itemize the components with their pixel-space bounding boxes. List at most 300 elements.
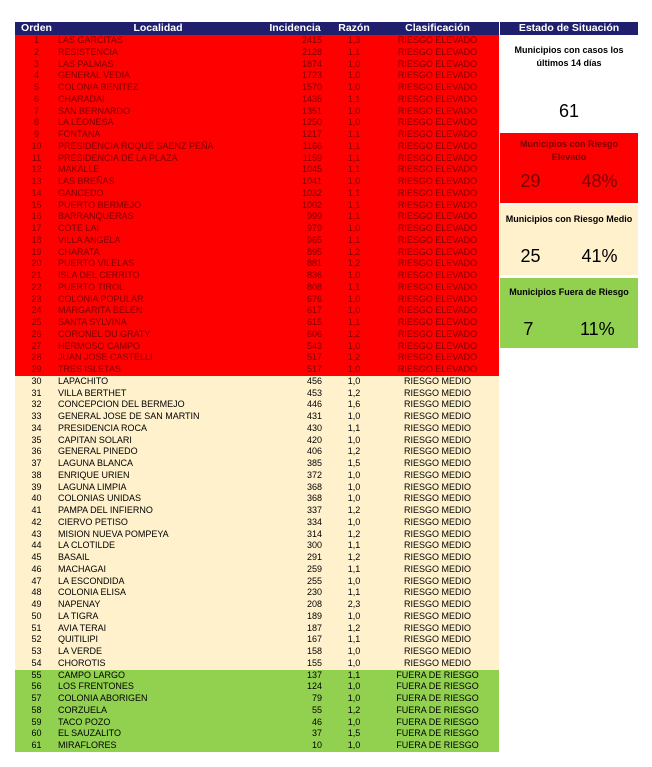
cell-orden: 39 xyxy=(31,481,42,492)
table-row xyxy=(15,399,499,411)
table-row xyxy=(15,388,499,400)
cell-clasificacion: FUERA DE RIESGO xyxy=(396,693,479,703)
cell-razon: 1,0 xyxy=(347,716,361,727)
cell-orden: 7 xyxy=(33,105,39,116)
cell-incidencia: 291 xyxy=(306,552,322,562)
cell-orden: 27 xyxy=(31,340,42,351)
cell-clasificacion: RIESGO MEDIO xyxy=(403,469,471,480)
cell-clasificacion: RIESGO MEDIO xyxy=(403,657,471,668)
cell-orden: 16 xyxy=(31,211,42,222)
cell-incidencia: 124 xyxy=(306,681,322,692)
cell-razon: 1,1 xyxy=(347,634,361,645)
table-row xyxy=(15,681,499,693)
cell-clasificacion: RIESGO MEDIO xyxy=(403,411,471,421)
cell-orden: 41 xyxy=(31,505,42,515)
cell-localidad: LAS PALMAS xyxy=(58,58,114,69)
table-row xyxy=(15,82,499,94)
cell-razon: 1,5 xyxy=(347,728,361,739)
cell-incidencia: 1723 xyxy=(301,70,322,81)
cell-localidad: LAS BREÑAS xyxy=(58,176,115,186)
status-panel xyxy=(500,22,638,348)
cell-razon: 1,0 xyxy=(347,469,361,480)
cell-razon: 1,1 xyxy=(347,187,361,198)
cell-orden: 2 xyxy=(33,46,39,57)
cell-orden: 20 xyxy=(31,258,42,269)
cell-clasificacion: RIESGO MEDIO xyxy=(403,575,471,586)
table-row xyxy=(15,364,499,376)
cell-razon: 1,0 xyxy=(347,575,361,586)
cell-localidad: LAGUNA LIMPIA xyxy=(58,481,127,492)
cell-razon: 1,0 xyxy=(347,58,361,69)
cell-incidencia: 881 xyxy=(306,258,322,269)
table-row xyxy=(15,258,499,270)
cell-localidad: GENERAL VEDIA xyxy=(58,70,131,81)
cell-razon: 1,0 xyxy=(347,70,361,81)
cell-incidencia: 10 xyxy=(311,740,322,750)
total-title: Municipios con casos los últimos 14 días xyxy=(514,45,624,68)
cell-localidad: COTE LAI xyxy=(58,223,100,233)
table-row xyxy=(15,247,499,259)
cell-localidad: BARRANQUERAS xyxy=(58,211,134,222)
medio-pct: 41% xyxy=(581,246,618,266)
cell-orden: 10 xyxy=(31,140,42,151)
cell-razon: 1,6 xyxy=(347,399,361,410)
table-row xyxy=(15,188,499,200)
table-row xyxy=(15,623,499,635)
cell-localidad: COLONIAS UNIDAS xyxy=(58,493,142,504)
cell-orden: 6 xyxy=(33,93,39,104)
cell-clasificacion: RIESGO ELEVADO xyxy=(397,82,478,92)
cell-clasificacion: FUERA DE RIESGO xyxy=(396,728,479,739)
table-row xyxy=(15,211,499,223)
cell-orden: 21 xyxy=(31,270,42,280)
cell-razon: 1,0 xyxy=(347,481,361,492)
cell-clasificacion: RIESGO MEDIO xyxy=(403,387,471,398)
cell-localidad: HERMOSO CAMPO xyxy=(58,340,141,351)
cell-incidencia: 606 xyxy=(306,328,322,339)
cell-razon: 1,3 xyxy=(347,35,361,45)
cell-razon: 1,1 xyxy=(347,563,361,574)
cell-localidad: SANTA SYLVINA xyxy=(58,317,127,327)
cell-incidencia: 368 xyxy=(306,493,322,504)
cell-clasificacion: RIESGO ELEVADO xyxy=(397,328,478,339)
cell-localidad: LAPACHITO xyxy=(58,375,109,386)
cell-clasificacion: RIESGO MEDIO xyxy=(403,516,471,527)
table-row xyxy=(15,70,499,82)
cell-clasificacion: RIESGO MEDIO xyxy=(403,563,471,574)
cell-razon: 1,2 xyxy=(347,328,361,339)
cell-orden: 38 xyxy=(31,469,42,480)
panel-header: Estado de Situación xyxy=(500,22,638,35)
table-row xyxy=(15,740,499,752)
cell-incidencia: 55 xyxy=(311,704,322,715)
cell-localidad: GANCEDO xyxy=(58,187,104,198)
cell-razon: 1,0 xyxy=(347,364,361,374)
cell-clasificacion: RIESGO ELEVADO xyxy=(397,187,478,198)
cell-incidencia: 230 xyxy=(306,587,322,598)
table-row xyxy=(15,576,499,588)
riesgo-medio-box xyxy=(500,205,638,275)
cell-orden: 61 xyxy=(31,740,42,750)
cell-localidad: MISION NUEVA POMPEYA xyxy=(58,528,169,539)
table-row xyxy=(15,106,499,118)
table-row xyxy=(15,164,499,176)
cell-razon: 1,1 xyxy=(347,281,361,292)
table-row xyxy=(15,294,499,306)
cell-localidad: PAMPA DEL INFIERNO xyxy=(58,505,153,515)
cell-orden: 49 xyxy=(31,599,42,609)
cell-clasificacion: RIESGO MEDIO xyxy=(403,434,471,445)
cell-clasificacion: RIESGO ELEVADO xyxy=(397,305,478,316)
cell-orden: 24 xyxy=(31,305,42,316)
header-incidencia: Incidencia xyxy=(269,22,321,34)
cell-clasificacion: FUERA DE RIESGO xyxy=(396,681,479,692)
table-row xyxy=(15,482,499,494)
cell-razon: 1,2 xyxy=(347,622,361,633)
cell-localidad: RESISTENCIA xyxy=(58,46,119,57)
cell-razon: 1,1 xyxy=(347,129,361,139)
header-razon: Razón xyxy=(338,22,370,34)
cell-orden: 30 xyxy=(31,375,42,386)
cell-localidad: NAPENAY xyxy=(58,599,101,609)
cell-incidencia: 517 xyxy=(306,352,322,363)
cell-localidad: BASAIL xyxy=(58,552,90,562)
cell-localidad: CONCEPCION DEL BERMEJO xyxy=(58,399,185,410)
cell-orden: 35 xyxy=(31,434,42,445)
cell-incidencia: 372 xyxy=(306,469,322,480)
cell-clasificacion: RIESGO ELEVADO xyxy=(397,70,478,81)
cell-razon: 1,1 xyxy=(347,234,361,245)
cell-razon: 1,1 xyxy=(347,422,361,433)
cell-orden: 50 xyxy=(31,610,42,621)
cell-orden: 44 xyxy=(31,540,42,551)
cell-clasificacion: RIESGO ELEVADO xyxy=(397,199,478,210)
cell-localidad: PRESIDENCIA ROQUE SAENZ PEÑA xyxy=(58,140,214,151)
total-count: 61 xyxy=(558,101,580,121)
cell-incidencia: 334 xyxy=(306,516,322,527)
table-row xyxy=(15,611,499,623)
cell-razon: 1,0 xyxy=(347,105,361,116)
cell-clasificacion: RIESGO ELEVADO xyxy=(397,58,478,69)
cell-razon: 1,2 xyxy=(347,246,361,257)
cell-incidencia: 1351 xyxy=(301,105,322,116)
cell-clasificacion: FUERA DE RIESGO xyxy=(396,740,479,750)
cell-clasificacion: RIESGO MEDIO xyxy=(403,493,471,504)
cell-razon: 1,0 xyxy=(347,610,361,621)
cell-localidad: PRESIDENCIA ROCA xyxy=(58,422,148,433)
cell-clasificacion: RIESGO ELEVADO xyxy=(397,281,478,292)
cell-incidencia: 368 xyxy=(306,481,322,492)
cell-clasificacion: RIESGO ELEVADO xyxy=(397,223,478,233)
cell-orden: 17 xyxy=(31,223,42,233)
cell-localidad: VILLA BERTHET xyxy=(58,387,127,398)
cell-localidad: ENRIQUE URIEN xyxy=(58,469,130,480)
table-row xyxy=(15,470,499,482)
cell-razon: 1,0 xyxy=(347,740,361,750)
cell-incidencia: 46 xyxy=(311,716,322,727)
cell-incidencia: 79 xyxy=(311,693,322,703)
cell-incidencia: 1002 xyxy=(301,199,322,210)
cell-razon: 1,0 xyxy=(347,176,361,186)
cell-orden: 1 xyxy=(33,35,39,45)
medio-title: Municipios con Riesgo Medio xyxy=(505,214,633,224)
cell-orden: 46 xyxy=(31,563,42,574)
cell-clasificacion: RIESGO MEDIO xyxy=(403,422,471,433)
cell-incidencia: 406 xyxy=(306,446,322,457)
cell-incidencia: 676 xyxy=(306,293,322,304)
cell-razon: 1,0 xyxy=(347,340,361,351)
table-row xyxy=(15,117,499,129)
cell-localidad: PUERTO TIROL xyxy=(58,281,125,292)
table-row xyxy=(15,176,499,188)
cell-razon: 1,2 xyxy=(347,258,361,269)
table-row xyxy=(15,634,499,646)
cell-razon: 1,0 xyxy=(347,305,361,316)
cell-incidencia: 208 xyxy=(306,599,322,609)
cell-clasificacion: RIESGO MEDIO xyxy=(403,458,471,468)
situation-table xyxy=(15,22,499,752)
cell-razon: 1,2 xyxy=(347,505,361,515)
cell-incidencia: 167 xyxy=(306,634,322,645)
cell-clasificacion: RIESGO ELEVADO xyxy=(397,270,478,280)
cell-localidad: CHARADAI xyxy=(58,93,105,104)
table-row xyxy=(15,493,499,505)
cell-incidencia: 808 xyxy=(306,281,322,292)
fuera-de-riesgo-box xyxy=(500,278,638,348)
cell-incidencia: 1435 xyxy=(301,93,322,104)
cell-razon: 1,1 xyxy=(347,152,361,163)
cell-razon: 1,0 xyxy=(347,270,361,280)
cell-incidencia: 836 xyxy=(306,270,322,280)
table-row xyxy=(15,705,499,717)
cell-clasificacion: RIESGO ELEVADO xyxy=(397,117,478,128)
cell-clasificacion: RIESGO ELEVADO xyxy=(397,152,478,163)
cell-orden: 34 xyxy=(31,422,42,433)
cell-orden: 53 xyxy=(31,646,42,656)
cell-orden: 57 xyxy=(31,693,42,703)
table-row xyxy=(15,587,499,599)
cell-localidad: PRESIDENCIA DE LA PLAZA xyxy=(58,152,178,163)
cell-clasificacion: RIESGO ELEVADO xyxy=(397,46,478,57)
fuera-pct: 11% xyxy=(579,319,615,339)
cell-clasificacion: RIESGO ELEVADO xyxy=(397,352,478,363)
cell-localidad: MACHAGAI xyxy=(58,563,107,574)
medio-count: 25 xyxy=(520,246,541,266)
cell-razon: 1,5 xyxy=(347,458,361,468)
header-orden: Orden xyxy=(21,22,52,34)
cell-incidencia: 431 xyxy=(306,411,322,421)
cell-clasificacion: RIESGO MEDIO xyxy=(403,599,471,609)
cell-clasificacion: RIESGO ELEVADO xyxy=(397,105,478,116)
cell-razon: 1,1 xyxy=(347,140,361,151)
cell-orden: 18 xyxy=(31,234,42,245)
cell-localidad: GENERAL PINEDO xyxy=(58,446,138,457)
elevado-count: 29 xyxy=(520,171,541,191)
cell-localidad: LA ESCONDIDA xyxy=(58,575,125,586)
cell-incidencia: 1159 xyxy=(302,152,322,163)
cell-localidad: PUERTO BERMEJO xyxy=(58,199,142,210)
cell-localidad: GENERAL JOSE DE SAN MARTIN xyxy=(58,411,200,421)
cell-clasificacion: RIESGO ELEVADO xyxy=(397,234,478,245)
cell-clasificacion: RIESGO MEDIO xyxy=(403,528,471,539)
cell-incidencia: 189 xyxy=(306,610,322,621)
cell-orden: 42 xyxy=(31,516,42,527)
cell-clasificacion: RIESGO ELEVADO xyxy=(397,140,478,151)
cell-orden: 3 xyxy=(33,58,39,69)
cell-razon: 1,0 xyxy=(347,693,361,703)
cell-razon: 1,0 xyxy=(347,411,361,421)
cell-orden: 19 xyxy=(31,246,42,257)
cell-razon: 1,0 xyxy=(347,82,361,92)
cell-razon: 1,2 xyxy=(347,552,361,562)
cell-razon: 2,3 xyxy=(347,599,361,609)
header-clasificacion: Clasificación xyxy=(405,22,470,34)
cell-incidencia: 446 xyxy=(306,399,322,410)
cell-localidad: LAS GARCITAS xyxy=(58,35,123,45)
cell-razon: 1,0 xyxy=(347,646,361,656)
cell-localidad: FONTANA xyxy=(58,129,101,139)
cell-orden: 8 xyxy=(33,117,39,128)
cell-incidencia: 517 xyxy=(306,364,322,374)
cell-orden: 43 xyxy=(31,528,42,539)
cell-razon: 1,0 xyxy=(347,434,361,445)
cell-incidencia: 259 xyxy=(306,563,322,574)
cell-localidad: COLONIA ELISA xyxy=(58,587,127,598)
cell-localidad: LA VERDE xyxy=(58,646,103,656)
cell-localidad: CAPITAN SOLARI xyxy=(58,434,132,445)
cell-clasificacion: RIESGO MEDIO xyxy=(403,540,471,551)
cell-razon: 1,0 xyxy=(347,117,361,128)
cell-orden: 4 xyxy=(33,70,39,81)
cell-localidad: TRES ISLETAS xyxy=(58,364,121,374)
cell-localidad: CIERVO PETISO xyxy=(58,516,128,527)
cell-orden: 37 xyxy=(31,458,42,468)
cell-clasificacion: RIESGO MEDIO xyxy=(403,622,471,633)
fuera-title: Municipios Fuera de Riesgo xyxy=(509,287,629,297)
cell-incidencia: 155 xyxy=(306,657,322,668)
cell-orden: 40 xyxy=(31,493,42,504)
cell-orden: 25 xyxy=(31,317,42,327)
cell-incidencia: 543 xyxy=(306,340,322,351)
table-row xyxy=(15,552,499,564)
table-row xyxy=(15,282,499,294)
cell-localidad: COLONIA ABORIGEN xyxy=(58,693,148,703)
cell-incidencia: 255 xyxy=(306,575,322,586)
cell-razon: 1,0 xyxy=(347,375,361,386)
cell-clasificacion: RIESGO MEDIO xyxy=(403,375,471,386)
table-row xyxy=(15,223,499,235)
cell-incidencia: 137 xyxy=(306,669,322,680)
cell-localidad: PUERTO VILELAS xyxy=(58,258,135,269)
cell-orden: 33 xyxy=(31,411,42,421)
total-municipios-box xyxy=(500,35,638,131)
cell-razon: 1,0 xyxy=(347,516,361,527)
cell-orden: 9 xyxy=(33,129,39,139)
cell-orden: 28 xyxy=(31,352,42,363)
cell-orden: 48 xyxy=(31,587,42,598)
cell-localidad: CHOROTIS xyxy=(58,657,106,668)
cell-incidencia: 1045 xyxy=(301,164,322,175)
cell-clasificacion: RIESGO MEDIO xyxy=(403,610,471,621)
table-row xyxy=(15,728,499,740)
table-row xyxy=(15,235,499,247)
cell-localidad: ISLA DEL CERRITO xyxy=(58,270,140,280)
cell-localidad: CORONEL DU GRATY xyxy=(58,328,151,339)
cell-clasificacion: FUERA DE RIESGO xyxy=(396,704,479,715)
cell-incidencia: 965 xyxy=(306,234,322,245)
cell-incidencia: 1166 xyxy=(302,140,322,151)
cell-orden: 11 xyxy=(31,152,42,163)
cell-clasificacion: FUERA DE RIESGO xyxy=(396,669,479,680)
table-row xyxy=(15,540,499,552)
cell-clasificacion: RIESGO MEDIO xyxy=(403,446,471,457)
table-row xyxy=(15,153,499,165)
cell-localidad: TACO POZO xyxy=(58,716,111,727)
cell-clasificacion: RIESGO ELEVADO xyxy=(397,340,478,351)
cell-razon: 1,2 xyxy=(347,446,361,457)
table-row xyxy=(15,435,499,447)
cell-incidencia: 420 xyxy=(306,434,322,445)
cell-orden: 13 xyxy=(31,176,42,186)
cell-orden: 56 xyxy=(31,681,42,692)
cell-localidad: VILLA ANGELA xyxy=(58,234,121,245)
cell-razon: 1,1 xyxy=(347,93,361,104)
table-row xyxy=(15,376,499,388)
cell-orden: 29 xyxy=(31,364,42,374)
cell-localidad: LOS FRENTONES xyxy=(58,681,134,692)
table-row xyxy=(15,658,499,670)
cell-incidencia: 337 xyxy=(306,505,322,515)
cell-incidencia: 158 xyxy=(306,646,322,656)
table-row xyxy=(15,141,499,153)
cell-razon: 1,1 xyxy=(347,46,361,57)
cell-orden: 26 xyxy=(31,328,42,339)
cell-razon: 1,0 xyxy=(347,657,361,668)
cell-orden: 51 xyxy=(31,622,42,633)
cell-localidad: AVIA TERAI xyxy=(58,622,107,633)
elevado-pct: 48% xyxy=(581,171,618,191)
cell-clasificacion: RIESGO MEDIO xyxy=(403,505,471,515)
table-row xyxy=(15,352,499,364)
cell-orden: 60 xyxy=(31,728,42,739)
cell-razon: 1,0 xyxy=(347,223,361,233)
cell-razon: 1,1 xyxy=(347,540,361,551)
cell-incidencia: 1032 xyxy=(301,187,322,198)
cell-localidad: CHARATA xyxy=(58,246,100,257)
cell-incidencia: 999 xyxy=(306,211,322,222)
cell-localidad: LA LEONESA xyxy=(58,117,114,128)
fuera-count: 7 xyxy=(523,319,534,339)
cell-clasificacion: FUERA DE RIESGO xyxy=(396,716,479,727)
cell-localidad: QUITILIPI xyxy=(58,634,99,645)
cell-clasificacion: RIESGO MEDIO xyxy=(403,646,471,656)
cell-razon: 1,0 xyxy=(347,493,361,504)
cell-orden: 52 xyxy=(31,634,42,645)
cell-incidencia: 1570 xyxy=(301,82,322,92)
cell-localidad: MARGARITA BELEN xyxy=(58,305,143,316)
cell-clasificacion: RIESGO MEDIO xyxy=(403,399,471,410)
cell-incidencia: 1041 xyxy=(301,176,322,186)
cell-clasificacion: RIESGO ELEVADO xyxy=(397,258,478,269)
cell-orden: 22 xyxy=(31,281,42,292)
table-row xyxy=(15,35,499,47)
cell-razon: 1,1 xyxy=(347,587,361,598)
cell-clasificacion: RIESGO MEDIO xyxy=(403,634,471,645)
table-row xyxy=(15,458,499,470)
cell-incidencia: 456 xyxy=(306,375,322,386)
cell-incidencia: 1874 xyxy=(301,58,322,69)
cell-clasificacion: RIESGO ELEVADO xyxy=(397,364,478,374)
